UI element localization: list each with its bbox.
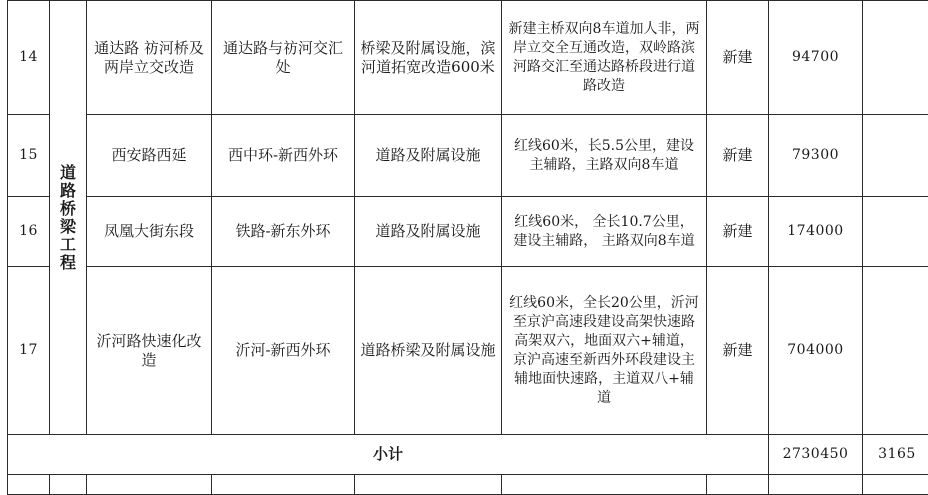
table-row: [8, 267, 928, 435]
extra-cell: [863, 267, 928, 435]
table-row: [8, 475, 928, 495]
project-content: 道路桥梁及附属设施: [355, 267, 502, 435]
project-description: 红线60米，长5.5公里，建设主辅路，主路双向8车道: [502, 115, 707, 197]
project-investment: 94700: [769, 1, 863, 115]
table-row: [8, 197, 928, 267]
project-name: 通达路 祊河桥及两岸立交改造: [87, 1, 212, 115]
project-scope: 铁路-新东外环: [212, 197, 355, 267]
subtotal-investment: 2730450: [769, 435, 863, 475]
row-index: 14: [8, 1, 50, 115]
category-cell: [50, 1, 87, 435]
category-label: 道路桥梁工程: [59, 164, 77, 272]
extra-cell: [863, 1, 928, 115]
project-scope: 西中环-新西外环: [212, 115, 355, 197]
project-nature: 新建: [707, 267, 769, 435]
project-content: 道路及附属设施: [355, 197, 502, 267]
project-investment: 704000: [769, 267, 863, 435]
subtotal-label: 小计: [8, 435, 769, 475]
project-scope: 沂河-新西外环: [212, 267, 355, 435]
extra-cell: [863, 197, 928, 267]
project-investment: 174000: [769, 197, 863, 267]
project-name: 西安路西延: [87, 115, 212, 197]
project-name: 沂河路快速化改造: [87, 267, 212, 435]
project-nature: 新建: [707, 115, 769, 197]
project-content: 道路及附属设施: [355, 115, 502, 197]
row-index: 17: [8, 267, 50, 435]
project-investment: 79300: [769, 115, 863, 197]
table-row: [8, 115, 928, 197]
row-index: 15: [8, 115, 50, 197]
project-table: [7, 0, 928, 495]
project-nature: 新建: [707, 1, 769, 115]
subtotal-row: [8, 435, 928, 475]
project-scope: 通达路与祊河交汇处: [212, 1, 355, 115]
project-description: 红线60米， 全长10.7公里，建设主辅路， 主路双向8车道: [502, 197, 707, 267]
project-name: 凤凰大街东段: [87, 197, 212, 267]
extra-cell: [863, 115, 928, 197]
project-description: 红线60米，全长20公里，沂河至京沪高速段建设高架快速路高架双六，地面双六+辅道，京沪高速至新西外环段建设主辅地面快速路，主道双八+辅道: [502, 267, 707, 435]
table-row: [8, 1, 928, 115]
project-nature: 新建: [707, 197, 769, 267]
subtotal-extra: 3165: [863, 435, 928, 475]
row-index: 16: [8, 197, 50, 267]
project-content: 桥梁及附属设施，滨河道拓宽改造600米: [355, 1, 502, 115]
project-description: 新建主桥双向8车道加人非，两岸立交全互通改造，双岭路滨河路交汇至通达路桥段进行道路改造: [502, 1, 707, 115]
